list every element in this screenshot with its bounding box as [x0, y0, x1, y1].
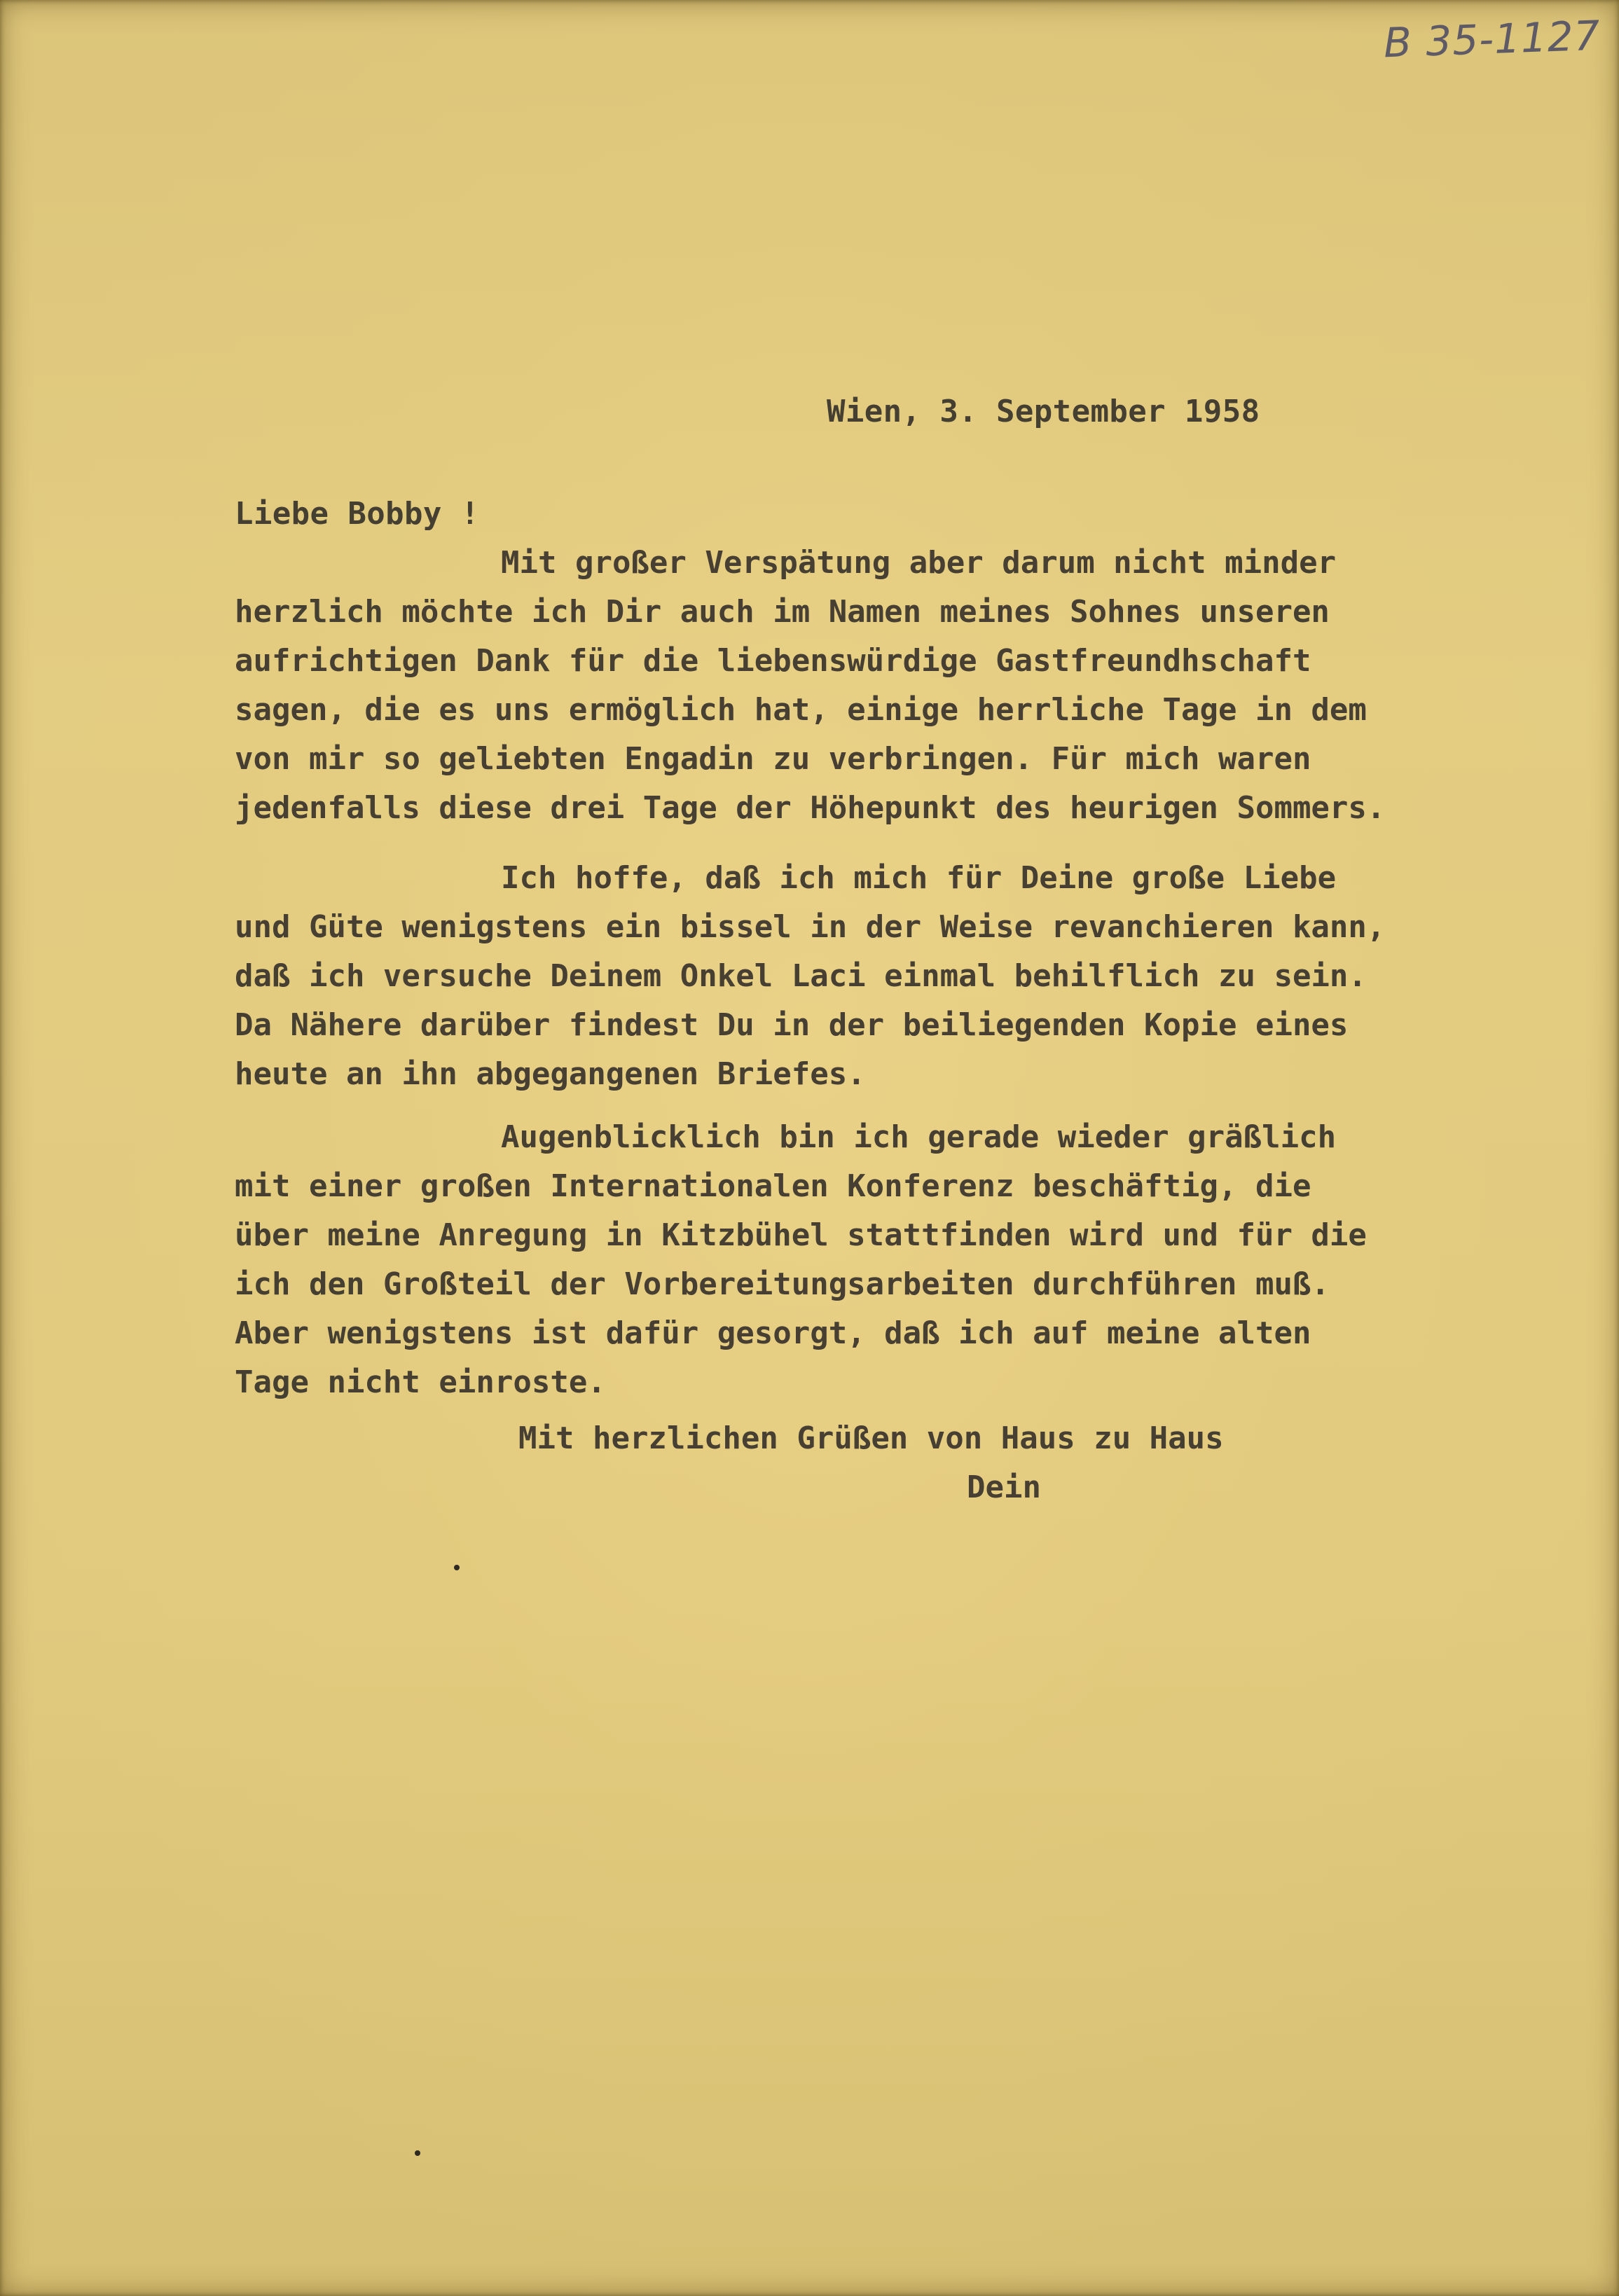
paragraph-3-line-6: Tage nicht einroste.: [235, 1364, 606, 1400]
closing-line: Mit herzlichen Grüßen von Haus zu Haus: [518, 1420, 1224, 1456]
paragraph-2-line-5: heute an ihn abgegangenen Briefes.: [235, 1056, 866, 1092]
paragraph-1-line-5: von mir so geliebten Engadin zu verbringen. Für mich waren: [235, 741, 1311, 777]
paragraph-1-line-2: herzlich möchte ich Dir auch im Namen meines Sohnes unseren: [235, 594, 1330, 630]
salutation: Liebe Bobby !: [235, 496, 480, 532]
paragraph-2-line-3: daß ich versuche Deinem Onkel Laci einmal behilflich zu sein.: [235, 958, 1367, 994]
paragraph-2-line-1: Ich hoffe, daß ich mich für Deine große Liebe: [501, 860, 1337, 896]
paragraph-3-line-4: ich den Großteil der Vorbereitungsarbeiten durchführen muß.: [235, 1266, 1330, 1302]
paper-speck: [415, 2150, 420, 2156]
paragraph-1-line-1: Mit großer Verspätung aber darum nicht minder: [501, 545, 1337, 581]
paragraph-1-line-3: aufrichtigen Dank für die liebenswürdige Gastfreundhschaft: [235, 643, 1311, 679]
paragraph-1-line-4: sagen, die es uns ermöglich hat, einige herrliche Tage in dem: [235, 692, 1367, 728]
paper-speck: [454, 1565, 460, 1570]
paragraph-1-line-6: jedenfalls diese drei Tage der Höhepunkt des heurigen Sommers.: [235, 790, 1386, 826]
paragraph-3-line-1: Augenblicklich bin ich gerade wieder gräßlich: [501, 1119, 1337, 1155]
signoff: Dein: [967, 1469, 1041, 1505]
paragraph-3-line-3: über meine Anregung in Kitzbühel stattfinden wird und für die: [235, 1217, 1367, 1253]
paragraph-3-line-5: Aber wenigstens ist dafür gesorgt, daß ich auf meine alten: [235, 1315, 1311, 1351]
paragraph-3-line-2: mit einer großen Internationalen Konferenz beschäftig, die: [235, 1168, 1311, 1204]
paragraph-2-line-2: und Güte wenigstens ein bissel in der Weise revanchieren kann,: [235, 909, 1386, 945]
paragraph-2-line-4: Da Nähere darüber findest Du in der beiliegenden Kopie eines: [235, 1007, 1349, 1043]
date-line: Wien, 3. September 1958: [827, 394, 1260, 429]
archive-number: B 35-1127: [1383, 11, 1602, 67]
